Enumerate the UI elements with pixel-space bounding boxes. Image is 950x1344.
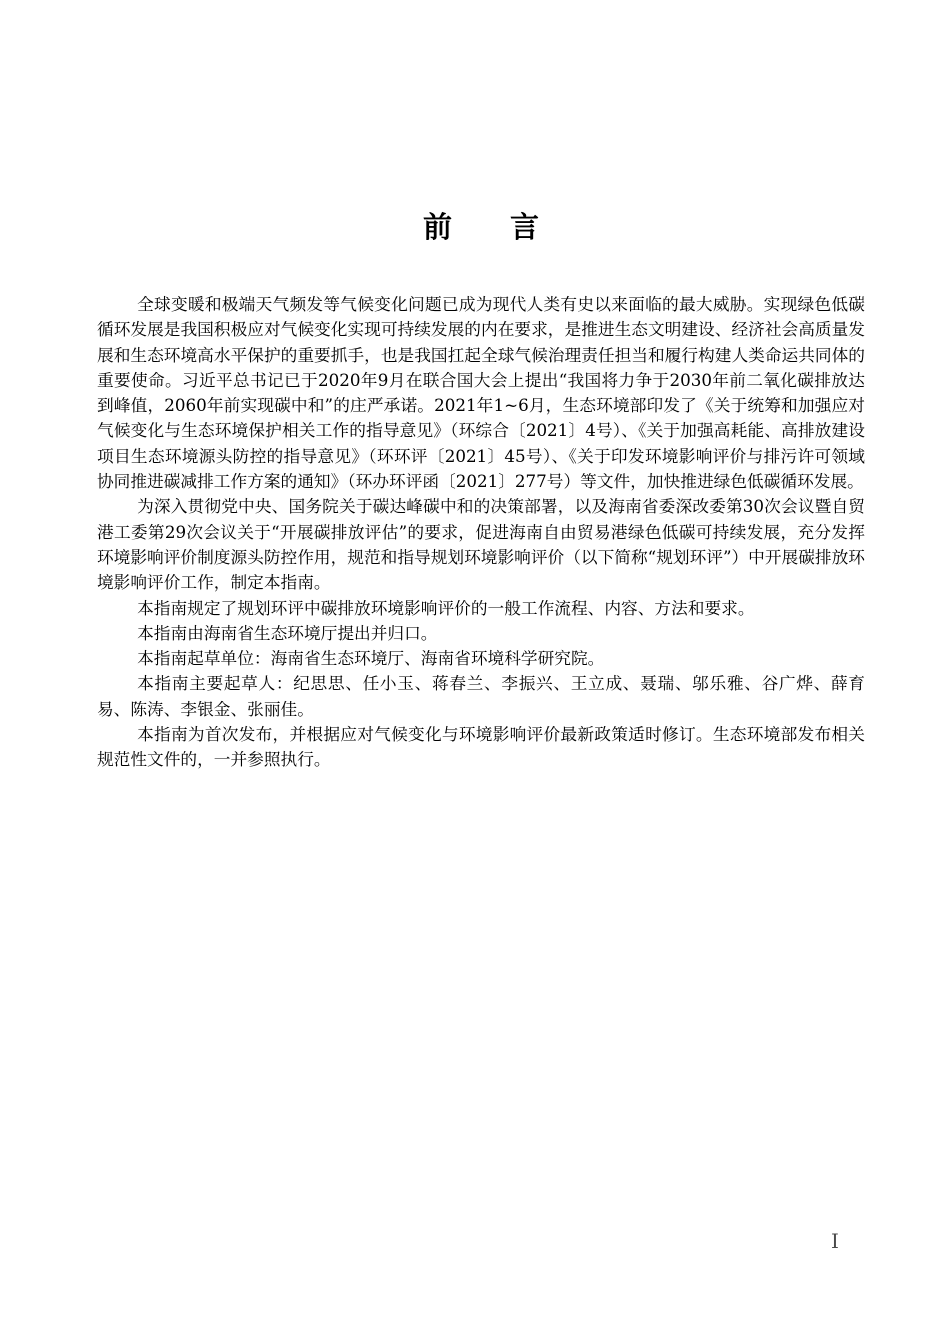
preface-paragraph-1: 全球变暖和极端天气频发等气候变化问题已成为现代人类有史以来面临的最大威胁。实现绿色低碳循环发展是我国积极应对气候变化实现可持续发展的内在要求，是推进生态文明建设、经济社会高质量发展和生态环境高水平保护的重要抓手，也是我国扛起全球气候治理责任担当和履行构建人类命运共同体的重要使命。习近平总书记已于2020年9月在联合国大会上提出“我国将力争于2030年前二氧化碳排放达到峰值，2060年前实现碳中和”的庄严承诺。2021年1~6月，生态环境部印发了《关于统筹和加强应对气候变化与生态环境保护相关工作的指导意见》（环综合〔2021〕4号）、《关于加强高耗能、高排放建设项目生态环境源头防控的指导意见》（环环评〔2021〕45号）、《关于印发环境影响评价与排污许可领域协同推进碳减排工作方案的通知》（环办环评函〔2021〕277号）等文件，加快推进绿色低碳循环发展。 (97, 294, 865, 492)
preface-body (97, 292, 865, 773)
page-title: 前 言 (422, 210, 539, 244)
preface-paragraph-6: 本指南主要起草人：纪思思、任小玉、蒋春兰、李振兴、王立成、聂瑞、邬乐雅、谷广烨、薛育易、陈涛、李银金、张丽佳。 (97, 673, 865, 719)
preface-paragraph-7: 本指南为首次发布，并根据应对气候变化与环境影响评价最新政策适时修订。生态环境部发布相关规范性文件的，一并参照执行。 (97, 724, 865, 770)
preface-paragraph-2: 为深入贯彻党中央、国务院关于碳达峰碳中和的决策部署，以及海南省委深改委第30次会议暨自贸港工委第29次会议关于“开展碳排放评估”的要求，促进海南自由贸易港绿色低碳可持续发展，充分发挥环境影响评价制度源头防控作用，规范和指导规划环境影响评价（以下简称“规划环评”）中开展碳排放环境影响评价工作，制定本指南。 (97, 496, 865, 593)
page-number: I (831, 1229, 839, 1253)
preface-paragraph-5: 本指南起草单位：海南省生态环境厅、海南省环境科学研究院。 (137, 648, 605, 669)
preface-paragraph-4: 本指南由海南省生态环境厅提出并归口。 (137, 622, 438, 643)
preface-paragraph-3: 本指南规定了规划环评中碳排放环境影响评价的一般工作流程、内容、方法和要求。 (137, 597, 755, 618)
